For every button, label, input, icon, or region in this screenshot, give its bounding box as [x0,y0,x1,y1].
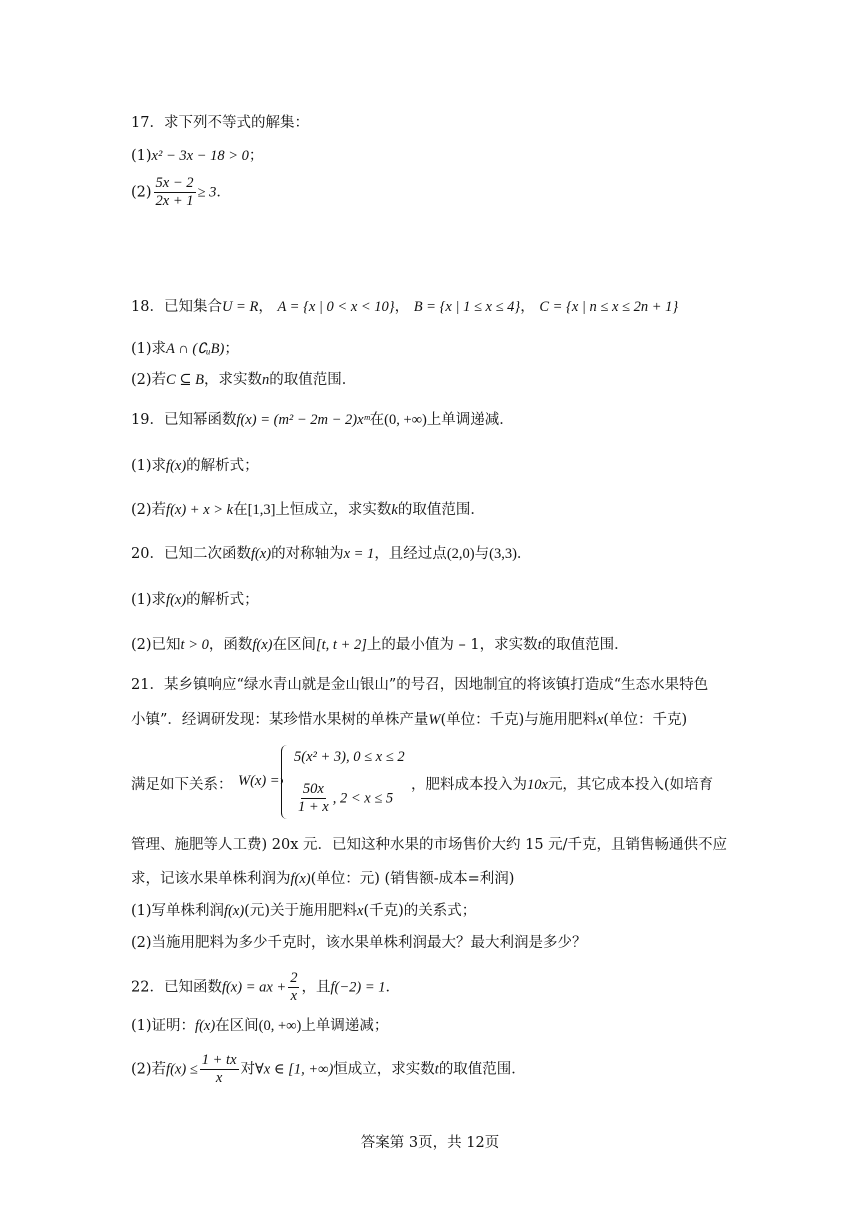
q17-part1 [131,146,263,166]
q18-part1 [131,339,239,359]
q20-part2-mid2: 在区间 [272,637,316,653]
q21-var-x: x [596,712,604,728]
q20-part2-cond: t > 0 [180,637,209,653]
q19-part1-label: (1)求 [131,458,167,474]
q21-cost: 10x [527,777,548,793]
q21-part1-func: f(x) [224,903,245,919]
q22-fraction [288,970,299,1005]
q20-part2-mid3: 上的最小值为 – 1，求实数 [366,637,538,653]
q19-part2 [131,500,485,520]
q19-part2-suffix: 的取值范围． [397,502,485,518]
q21-piecewise-line [131,745,751,821]
q18-part1-label: (1)求 [131,341,167,357]
q19-title [131,410,514,430]
q18-title [131,297,678,317]
q18-sep-3: ， [520,299,535,315]
q20-part2-mid: ，函数 [208,637,253,653]
q19-title-text: 19．已知幂函数 [131,412,237,428]
q21-line-5-a: 求，记该水果单株利润为 [131,871,291,887]
q22-title [131,970,400,1005]
q20-axis: x = 1 [343,546,375,562]
q19-part1-expr: f(x) [166,458,187,474]
q17-title: 17．求下列不等式的解集： [131,115,309,131]
q22-part2-suffix: 的取值范围． [438,1061,526,1078]
q19-part2-var: k [391,502,398,518]
q20-title-mid3: 与 [474,546,490,562]
q21-part1-var: x [357,903,364,919]
q21-w-lhs: W(x) = [238,773,280,789]
q22-fraction-denominator: x [290,988,298,1004]
q17-part1-expr: x² − 3x − 18 > 0 [151,148,249,164]
q19-func: f(x) = (m² − 2m − 2)xᵐ [236,412,370,428]
q20-part2-func: f(x) [252,637,273,653]
q17-part2-label: (2) [131,184,152,201]
q22-part2-label: (2)若 [131,1061,167,1078]
q20-part2 [131,635,629,655]
q22-part1-interval: (0, +∞) [258,1018,302,1034]
q22-part2-forall: ∀x ∈ [1, +∞) [255,1061,334,1078]
q20-part1 [131,590,259,610]
q21-part1-a: (1)写单株利润 [131,903,225,919]
q17-part2-suffix: ． [216,184,231,201]
q22-part2-mid: 对 [240,1061,256,1078]
q21-part1 [131,901,476,921]
q21-brace [281,745,292,819]
q20-title-text: 20．已知二次函数 [131,546,251,562]
q20-part2-label: (2)已知 [131,637,181,653]
q21-case-2-denominator: 1 + x [298,799,329,815]
q21-line-5-func: f(x) [290,871,311,887]
q22-title-suffix: ． [385,979,400,996]
q17-part2 [131,175,231,210]
q21-line-5-b: (单位：元) (销售额-成本=利润) [310,871,515,887]
q18-set-c: C = {x | n ≤ x ≤ 2n + 1} [539,299,679,315]
q19-title-mid: 在 [369,412,385,428]
q21-case-2 [294,781,393,816]
q21-line-3-b-text: ，肥料成本投入为 [411,777,527,793]
q20-point-2: (3,3) [489,546,517,562]
q21-line-3-c: 元，其它成本投入(如培育 [547,777,714,793]
q22-part1-func: f(x) [195,1018,216,1034]
q18-part2 [131,370,356,390]
q20-part2-interval: [t, t + 2] [316,637,367,653]
q20-part1-expr: f(x) [166,592,187,608]
q18-u: U = R [221,299,259,315]
q20-part1-label: (1)求 [131,592,167,608]
q22-part2-numerator: 1 + tx [201,1052,237,1068]
q20-title-suffix: ． [516,546,532,562]
q18-sep-1: ， [258,299,273,315]
q17-part1-label: (1) [131,148,152,164]
q19-title-suffix: 上单调递减． [426,412,514,428]
q21-case-2-fraction [296,781,331,816]
q22-fraction-numerator: 2 [290,970,298,986]
q21-line-2 [131,710,687,730]
q19-part2-mid2: 上恒成立，求实数 [275,502,392,518]
q18-part2-label: (2)若 [131,372,167,388]
q18-part2-var: n [261,372,270,388]
q21-line-2-b: (单位：千克)与施用肥料 [440,712,597,728]
q21-line-5 [131,869,514,889]
q18-set-a: A = {x | 0 < x < 10} [277,299,395,315]
q20-part1-suffix: 的解析式； [186,592,259,608]
q21-var-w: W [428,712,441,728]
q17-part2-numerator: 5x − 2 [155,175,194,191]
q19-part2-mid: 在 [233,502,248,518]
q22-cond: f(−2) = 1 [330,979,386,996]
q19-part1-suffix: 的解析式； [186,458,259,474]
q21-part1-b: (元)关于施用肥料 [244,903,357,919]
q18-part1-suffix: ； [224,341,239,357]
q20-part2-suffix: 的取值范围． [541,637,629,653]
q22-title-mid: ，且 [301,979,331,996]
q21-case-1: 5(x² + 3), 0 ≤ x ≤ 2 [294,749,405,765]
q19-interval: (0, +∞) [384,412,427,428]
q18-sep-2: ， [394,299,410,315]
q20-point-1: (2,0) [446,546,475,562]
q17-part1-suffix: ； [248,148,264,164]
q18-set-b: B = {x | 1 ≤ x ≤ 4} [413,299,521,315]
q19-part2-interval: [1,3] [247,502,276,518]
q22-part2-denominator: x [215,1070,223,1086]
q21-line-3-a: 满足如下关系： [131,777,233,793]
q18-title-text: 18．已知集合 [131,299,222,315]
q22-part1-mid: 在区间 [215,1018,259,1034]
q22-part2-lhs: f(x) ≤ [166,1061,198,1078]
q18-part2-suffix: 的取值范围． [269,372,357,388]
q22-part2-var: t [434,1061,439,1078]
q22-part1 [131,1016,388,1036]
q21-line-4: 管理、施肥等人工费) 20x 元．已知这种水果的市场售价大约 15 元/千克，且销售畅通供不应 [131,837,728,853]
q22-part2-mid2: 恒成立，求实数 [333,1061,435,1078]
q20-title-mid: 的对称轴为 [271,546,344,562]
q21-case-2-numerator: 50x [302,781,324,797]
q22-part1-label: (1)证明： [131,1018,196,1034]
q19-part1 [131,456,259,476]
q19-part2-label: (2)若 [131,502,167,518]
q22-func-lhs: f(x) = ax + [221,979,287,996]
q20-func: f(x) [250,546,272,562]
q20-title [131,544,531,564]
q18-part2-mid: ，求实数 [203,372,262,388]
q18-part1-expr: A ∩ (∁ᵤB) [166,341,225,357]
q22-part1-suffix: 上单调递减； [301,1018,389,1034]
q21-line-3-b [411,773,713,794]
q17-part2-rhs: ≥ 3 [197,184,217,201]
q20-title-mid2: ，且经过点 [374,546,447,562]
q21-part2: (2)当施用肥料为多少千克时，该水果单株利润最大？最大利润是多少？ [131,935,587,951]
q17-part2-fraction [154,175,196,210]
q18-part2-expr: C ⊆ B [166,372,204,388]
page-footer: 答案第 3页，共 12页 [360,1135,500,1151]
q22-part2-fraction [200,1052,239,1087]
q21-line-1: 21．某乡镇响应“绿水青山就是金山银山”的号召，因地制宜的将该镇打造成“生态水果特色 [131,677,709,693]
q21-line-2-a: 小镇”．经调研发现：某珍惜水果树的单株产量 [131,712,429,728]
q22-title-text: 22．已知函数 [131,979,222,996]
q22-part2 [131,1052,526,1087]
q19-part2-expr: f(x) + x > k [166,502,234,518]
q20-part2-var: t [537,637,542,653]
q17-part2-denominator: 2x + 1 [155,193,194,209]
q21-line-2-c: (单位：千克) [603,712,688,728]
q21-part1-c: (千克)的关系式； [363,903,477,919]
q21-case-2-cond: , 2 < x ≤ 5 [332,790,394,807]
